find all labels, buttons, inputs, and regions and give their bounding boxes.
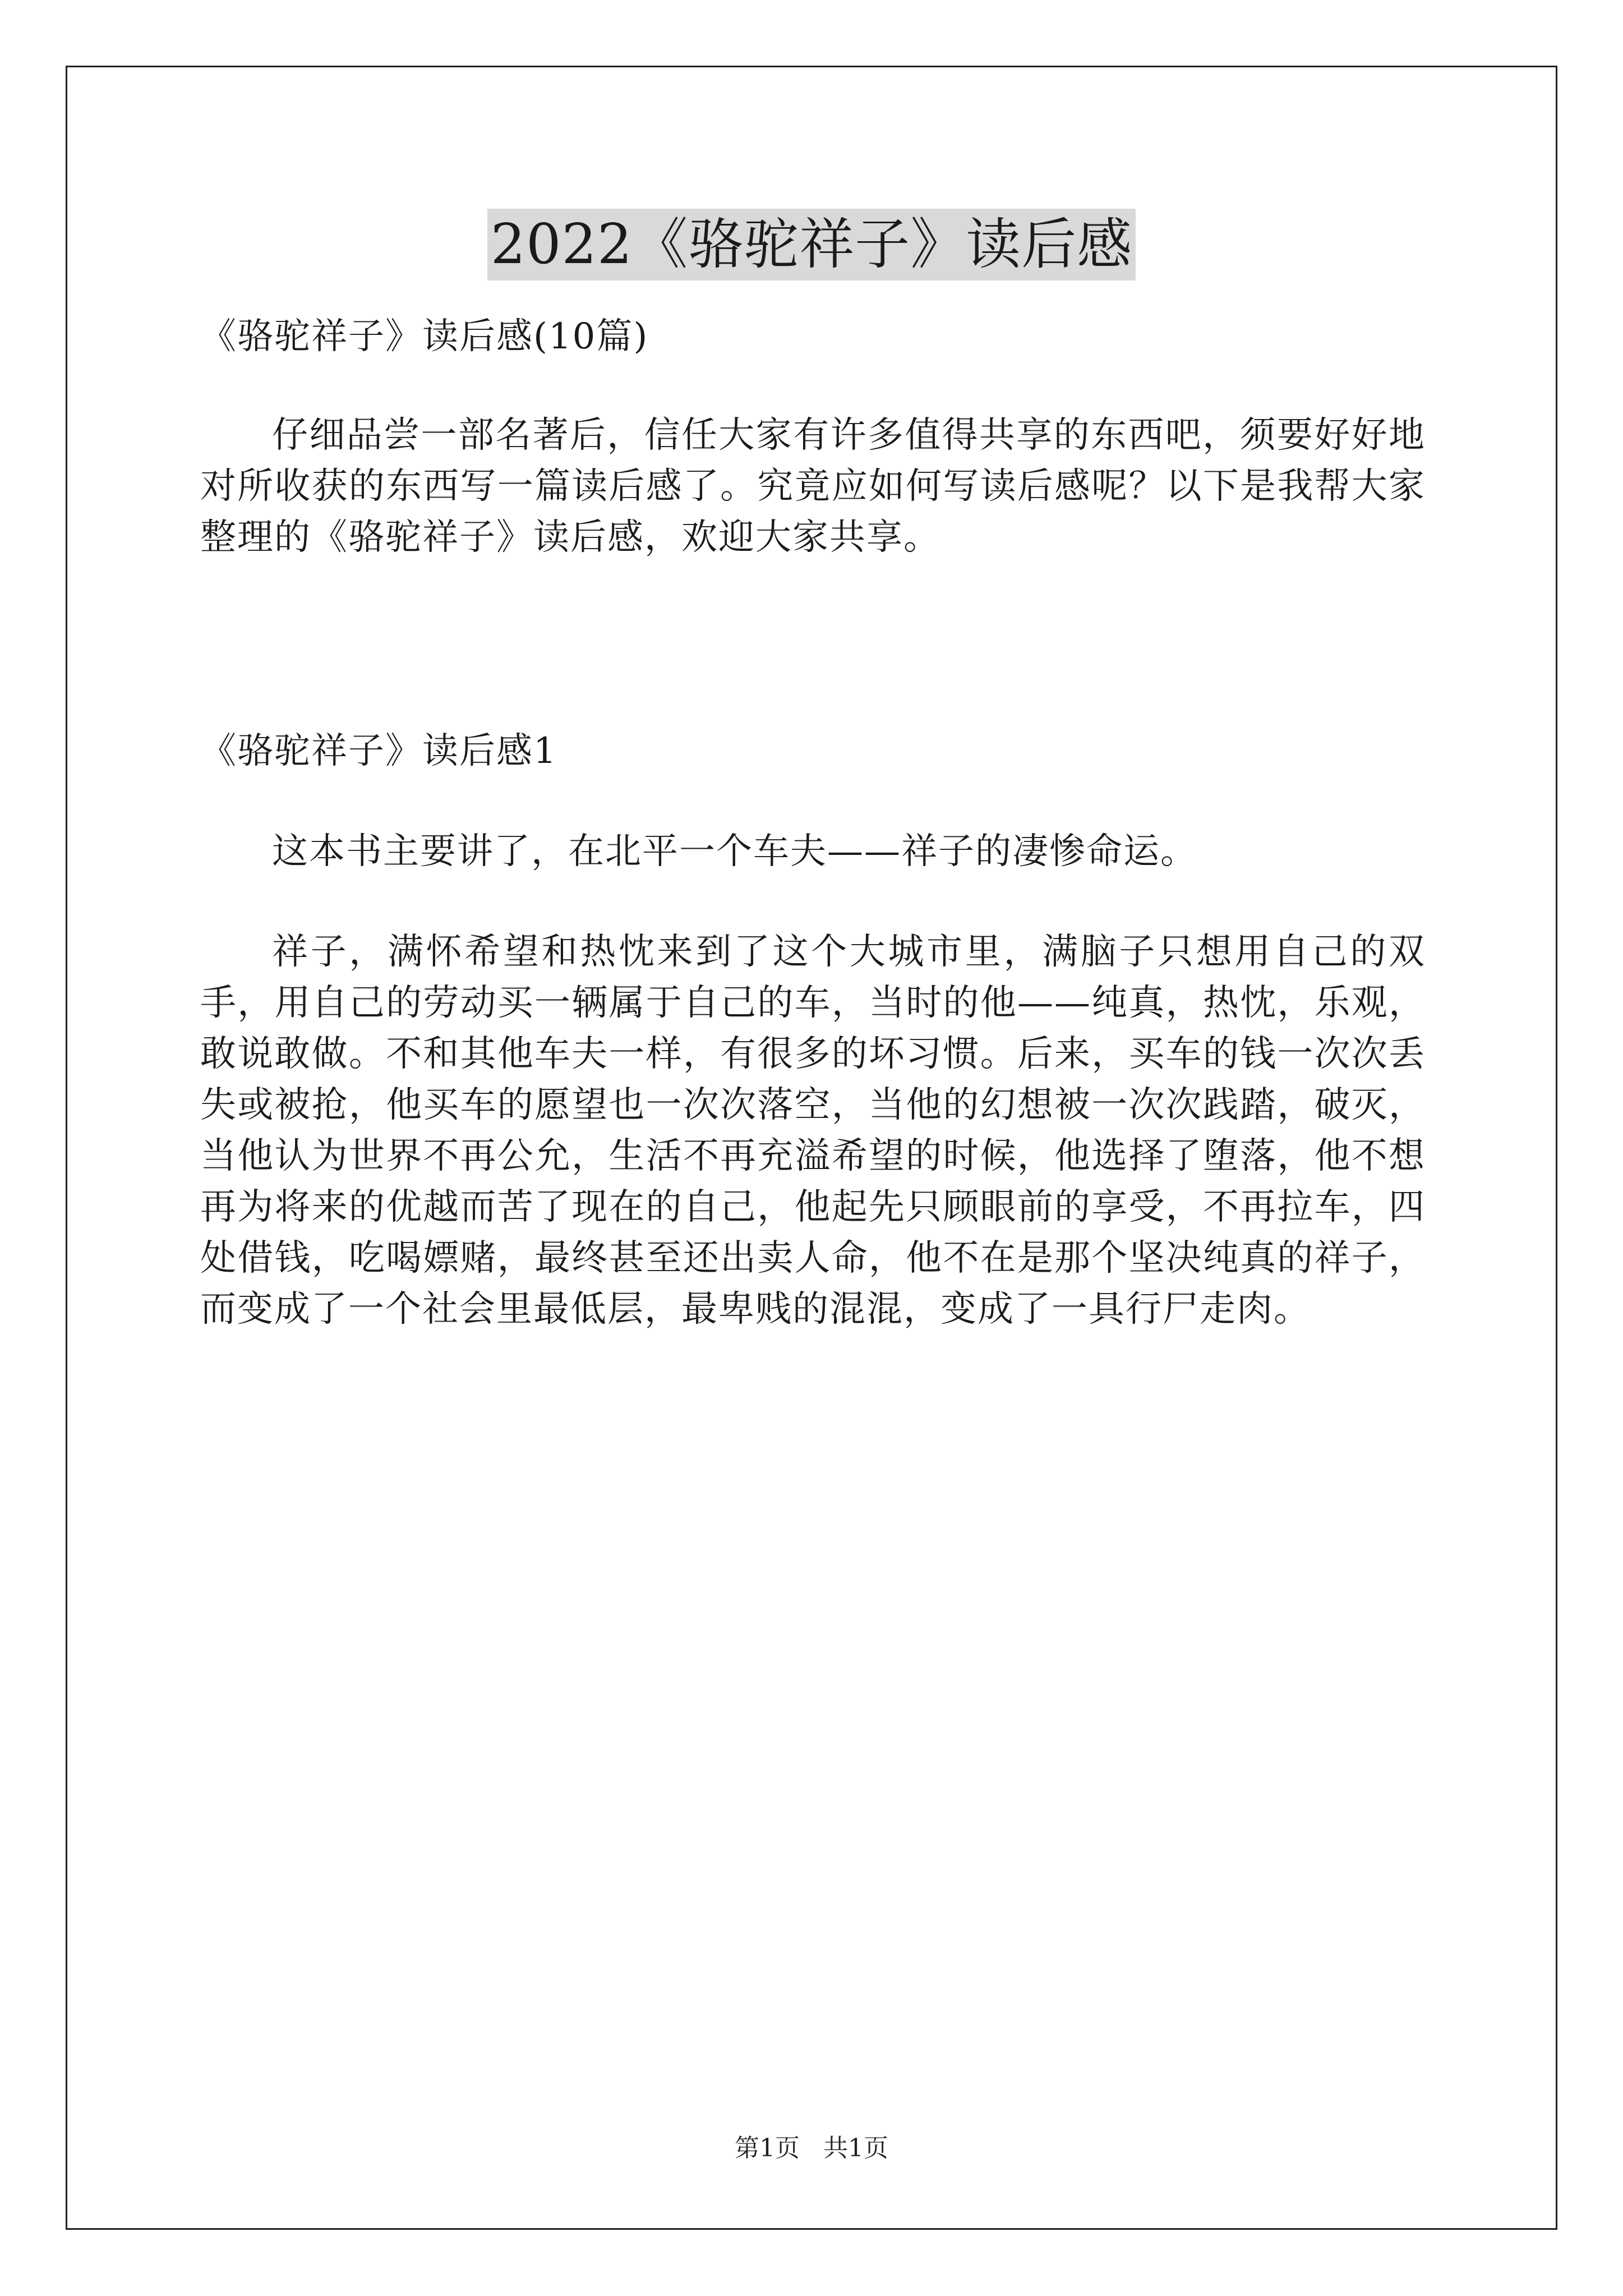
document-title: 2022《骆驼祥子》读后感 [487, 209, 1136, 280]
page-footer [0, 2132, 1623, 2165]
document-body [200, 311, 1426, 1335]
intro-paragraph: 仔细品尝一部名著后，信任大家有许多值得共享的东西吧，须要好好地对所收获的东西写一篇读后感了。究竟应如何写读后感呢？以下是我帮大家整理的《骆驼祥子》读后感，欢迎大家共享。 [200, 415, 1426, 558]
body-paragraph: 这本书主要讲了，在北平一个车夫——祥子的凄惨命运。 [272, 831, 1197, 872]
page-number: 第1页 [735, 2134, 800, 2162]
document-subtitle: 《骆驼祥子》读后感(10篇) [200, 316, 649, 357]
body-paragraph: 祥子，满怀希望和热忱来到了这个大城市里，满脑子只想用自己的双手，用自己的劳动买一辆属于自己的车，当时的他——纯真，热忱，乐观，敢说敢做。不和其他车夫一样，有很多的坏习惯。后来，买车的钱一次次丢失或被抢，他买车的愿望也一次次落空，当他的幻想被一次次践踏，破灭，当他认为世界不再公允，生活不再充溢希望的时候，他选择了堕落，他不想再为将来的优越而苦了现在的自己，他起先只顾眼前的享受，不再拉车，四处借钱，吃喝嫖赌，最终甚至还出卖人命，他不在是那个坚决纯真的祥子，而变成了一个社会里最低层，最卑贱的混混，变成了一具行尸走肉。 [200, 931, 1426, 1330]
section-heading: 《骆驼祥子》读后感1 [200, 730, 557, 772]
page-total: 共1页 [823, 2134, 888, 2162]
document-title-container [0, 209, 1623, 280]
